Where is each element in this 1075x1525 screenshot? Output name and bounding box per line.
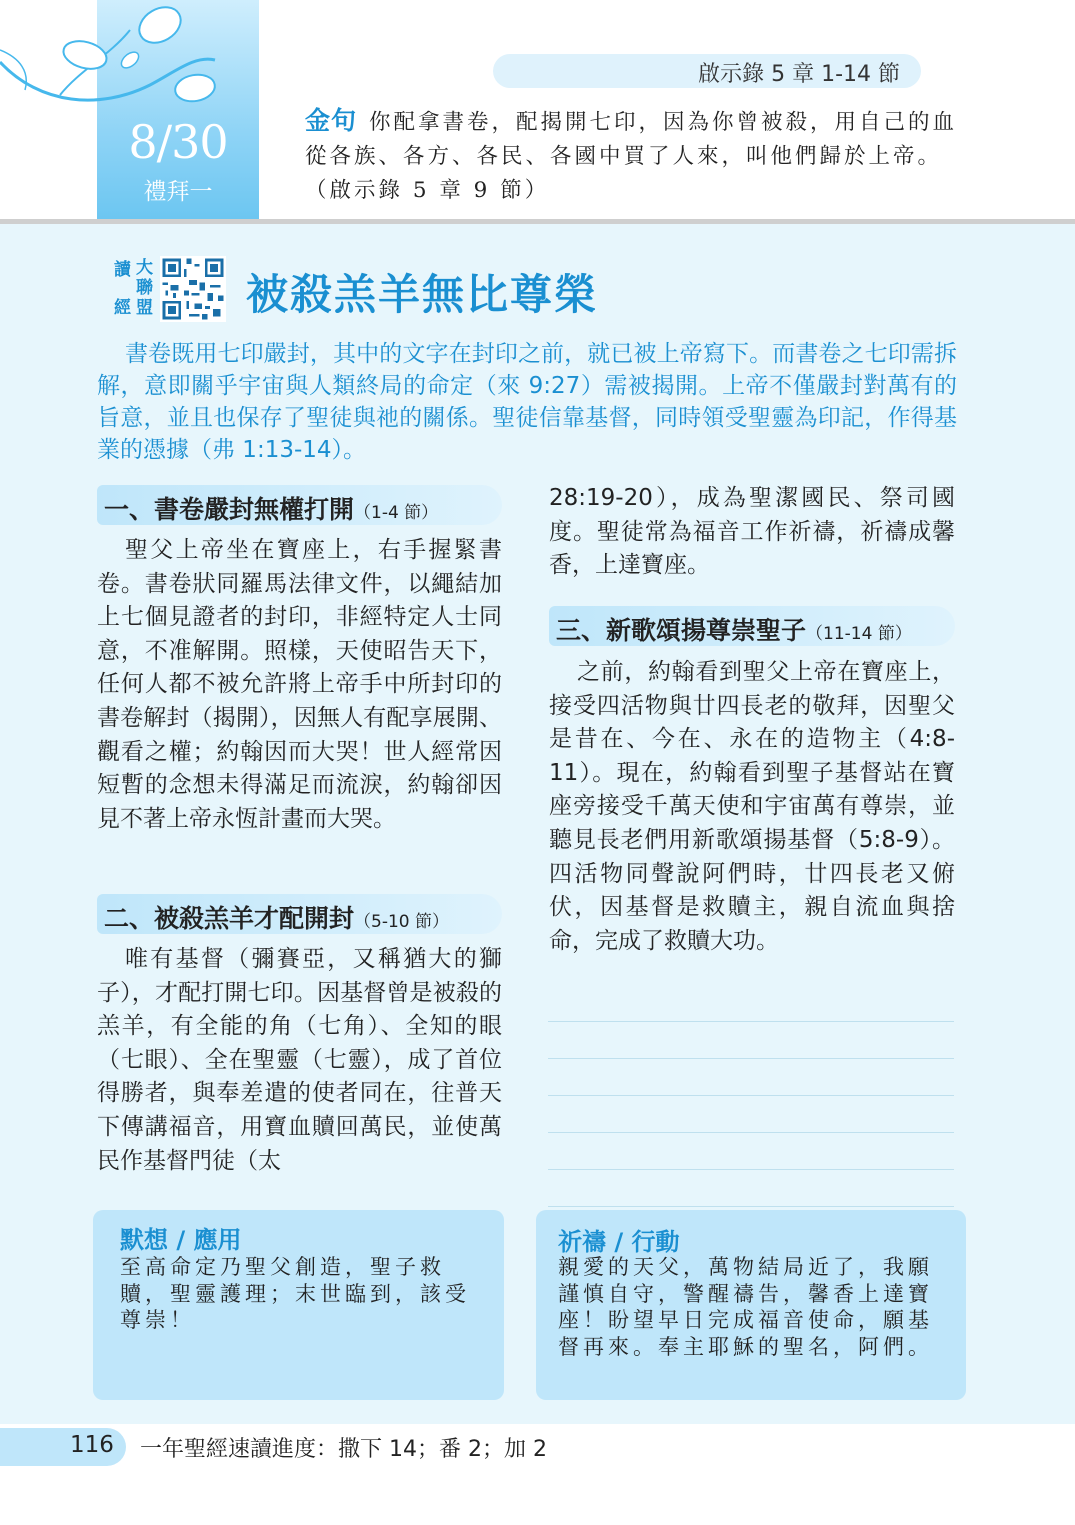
section-2-verses: （5-10 節） bbox=[354, 912, 450, 932]
section-2-text: 唯有基督（彌賽亞，又稱猶大的獅子），才配打開七印。因基督曾是被殺的羔羊，有全能的角（七角）、全知的眼（七眼）、全在聖靈（七靈），成了首位得勝者，與奉差遣的使者同在，往普天下傳講福音，用寶血贖回萬民，並使萬民作基督門徒（太 bbox=[97, 946, 502, 1174]
section-1-verses: （1-4 節） bbox=[354, 503, 439, 523]
note-line bbox=[548, 1021, 954, 1022]
note-line bbox=[548, 1169, 954, 1170]
side-label-char: 盟 bbox=[136, 298, 153, 318]
side-label-char: 大 bbox=[136, 258, 153, 278]
vine-decoration bbox=[0, 0, 230, 120]
section-3-title: 三、新歌頌揚尊崇聖子 bbox=[556, 616, 807, 645]
side-label-char: 讀 bbox=[114, 260, 131, 280]
section-2-continued: 28:19-20），成為聖潔國民、祭司國度。聖徒常為福音工作祈禱，祈禱成馨香，上達寶座。 bbox=[549, 485, 955, 579]
section-2-title: 二、被殺羔羊才配開封 bbox=[104, 904, 355, 933]
prayer-text: 親愛的天父，萬物結局近了，我願謹慎自守，警醒禱告，馨香上達寶座！盼望早日完成福音使命，願基督再來。奉主耶穌的聖名，阿們。 bbox=[558, 1255, 933, 1359]
page-number: 116 bbox=[70, 1432, 114, 1458]
section-1-title: 一、書卷嚴封無權打開 bbox=[104, 495, 355, 524]
section-1-heading bbox=[104, 490, 438, 526]
date: 8/30 bbox=[128, 115, 228, 169]
page-title: 被殺羔羊無比尊榮 bbox=[246, 270, 599, 319]
section-3-verses: （11-14 節） bbox=[806, 624, 912, 644]
meditation-text: 至高命定乃聖父創造，聖子救贖，聖靈護理；末世臨到，該受尊崇！ bbox=[120, 1255, 470, 1332]
golden-verse bbox=[305, 104, 965, 208]
golden-verse-text: 你配拿書卷，配揭開七印，因為你曾被殺，用自己的血從各族、各方、各民、各國中買了人來，叫他們歸於上帝。（啟示錄 5 章 9 節） bbox=[305, 110, 958, 203]
note-line bbox=[548, 1095, 954, 1096]
side-label-char: 經 bbox=[114, 298, 131, 318]
qr-code-icon[interactable] bbox=[160, 256, 226, 322]
section-2-heading bbox=[104, 899, 449, 935]
note-line bbox=[548, 1058, 954, 1059]
note-line bbox=[548, 1206, 954, 1207]
golden-verse-label: 金句 bbox=[305, 106, 358, 135]
section-1-text: 聖父上帝坐在寶座上，右手握緊書卷。書卷狀同羅馬法律文件，以繩結加上七個見證者的封印，非經特定人士同意，不准解開。照樣，天使昭告天下，任何人都不被允許將上帝手中所封印的書卷解封（揭開），因無人有配享展開、觀看之權；約翰因而大哭！世人經常因短暫的念想未得滿足而流淚，約翰卻因見不著上帝永恆計畫而大哭。 bbox=[97, 537, 502, 832]
note-line bbox=[548, 1132, 954, 1133]
section-3-text: 之前，約翰看到聖父上帝在寶座上，接受四活物與廿四長老的敬拜，因聖父是昔在、今在、永在的造物主（4:8-11）。現在，約翰看到聖子基督站在寶座旁接受千萬天使和宇宙萬有尊崇，並聽見長老們用新歌頌揚基督（5:8-9）。四活物同聲說阿們時，廿四長老又俯伏，因基督是救贖主，親自流血與捨命，完成了救贖大功。 bbox=[549, 659, 955, 954]
scripture-ref: 啟示錄 5 章 1-14 節 bbox=[698, 62, 900, 87]
section-3-heading bbox=[556, 611, 912, 647]
prayer-title: 祈禱 / 行動 bbox=[558, 1228, 680, 1256]
side-label-char: 聯 bbox=[136, 278, 153, 298]
weekday: 禮拜一 bbox=[143, 179, 213, 205]
meditation-title: 默想 / 應用 bbox=[120, 1226, 242, 1254]
reading-progress: 一年聖經速讀進度：撒下 14；番 2；加 2 bbox=[140, 1437, 547, 1462]
intro-paragraph: 書卷既用七印嚴封，其中的文字在封印之前，就已被上帝寫下。而書卷之七印需拆解，意即關乎宇宙與人類終局的命定（來 9:27）需被揭開。上帝不僅嚴封對萬有的旨意，並且也保存了聖徒與祂的關係。聖徒信靠基督，同時領受聖靈為印記，作得基業的憑據（弗 1:13-14）。 bbox=[97, 341, 957, 463]
